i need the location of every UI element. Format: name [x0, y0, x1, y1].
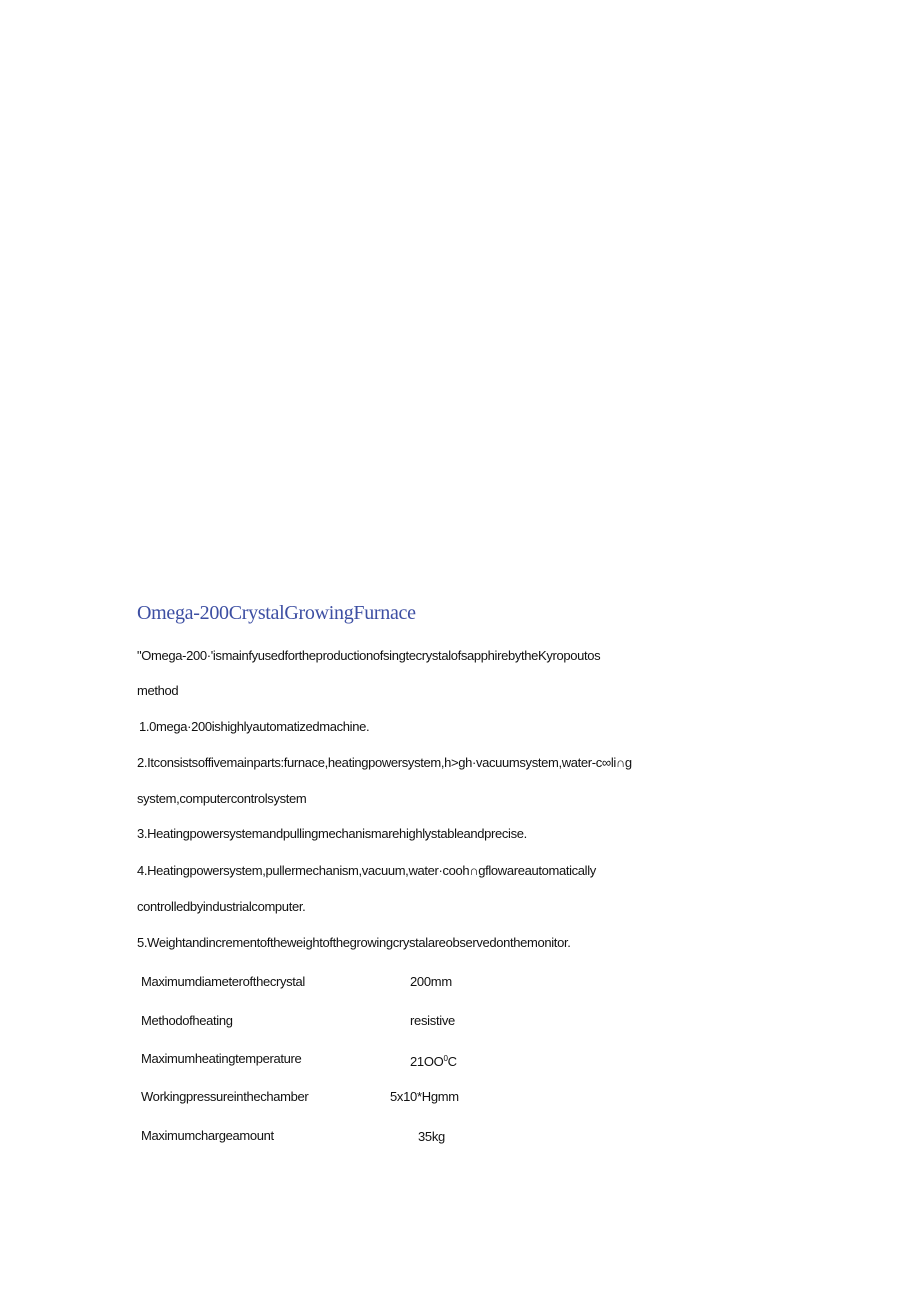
temperature-unit: C	[447, 1054, 457, 1069]
spec-label-max-diameter: Maximumdiameterofthecrystal	[141, 974, 305, 989]
intro-line-1: "Omega-200·'ismainfyusedfortheproductionofsingtecrystalofsapphirebytheKyropoutos	[137, 648, 601, 663]
spec-value-max-diameter: 200mm	[410, 974, 452, 989]
list-item-2-line-2: system,computercontrolsystem	[137, 791, 307, 806]
spec-label-max-temperature: Maximumheatingtemperature	[141, 1051, 302, 1066]
spec-label-heating-method: Methodofheating	[141, 1013, 233, 1028]
spec-value-working-pressure: 5x10*Hgmm	[390, 1089, 459, 1104]
intro-line-2: method	[137, 683, 179, 698]
list-item-4-line-2: controlledbyindustrialcomputer.	[137, 899, 306, 914]
spec-label-working-pressure: Workingpressureinthechamber	[141, 1089, 309, 1104]
spec-value-max-temperature	[410, 1051, 457, 1070]
page-title: Omega-200CrystalGrowingFurnace	[137, 602, 416, 624]
list-item-5: 5.Weightandincrementoftheweightofthegrowingcrystalareobservedonthemonitor.	[137, 935, 571, 950]
list-item-1: 1.0mega·200ishighlyautomatizedmachine.	[139, 719, 370, 734]
list-item-4-line-1: 4.Heatingpowersystem,pullermechanism,vacuum,water·cooh∩gflowareautomatically	[137, 863, 596, 878]
spec-label-max-charge: Maximumchargeamount	[141, 1128, 274, 1143]
temperature-degree: 0	[443, 1054, 448, 1063]
temperature-number: 21OO	[410, 1054, 444, 1069]
list-item-3: 3.Heatingpowersystemandpullingmechanismarehighlystableandprecise.	[137, 826, 527, 841]
spec-value-heating-method: resistive	[410, 1013, 455, 1028]
spec-value-max-charge: 35kg	[418, 1129, 445, 1144]
list-item-2-line-1: 2.Itconsistsoffivemainparts:furnace,heatingpowersystem,h>gh·vacuumsystem,water-c∞li∩g	[137, 755, 632, 770]
